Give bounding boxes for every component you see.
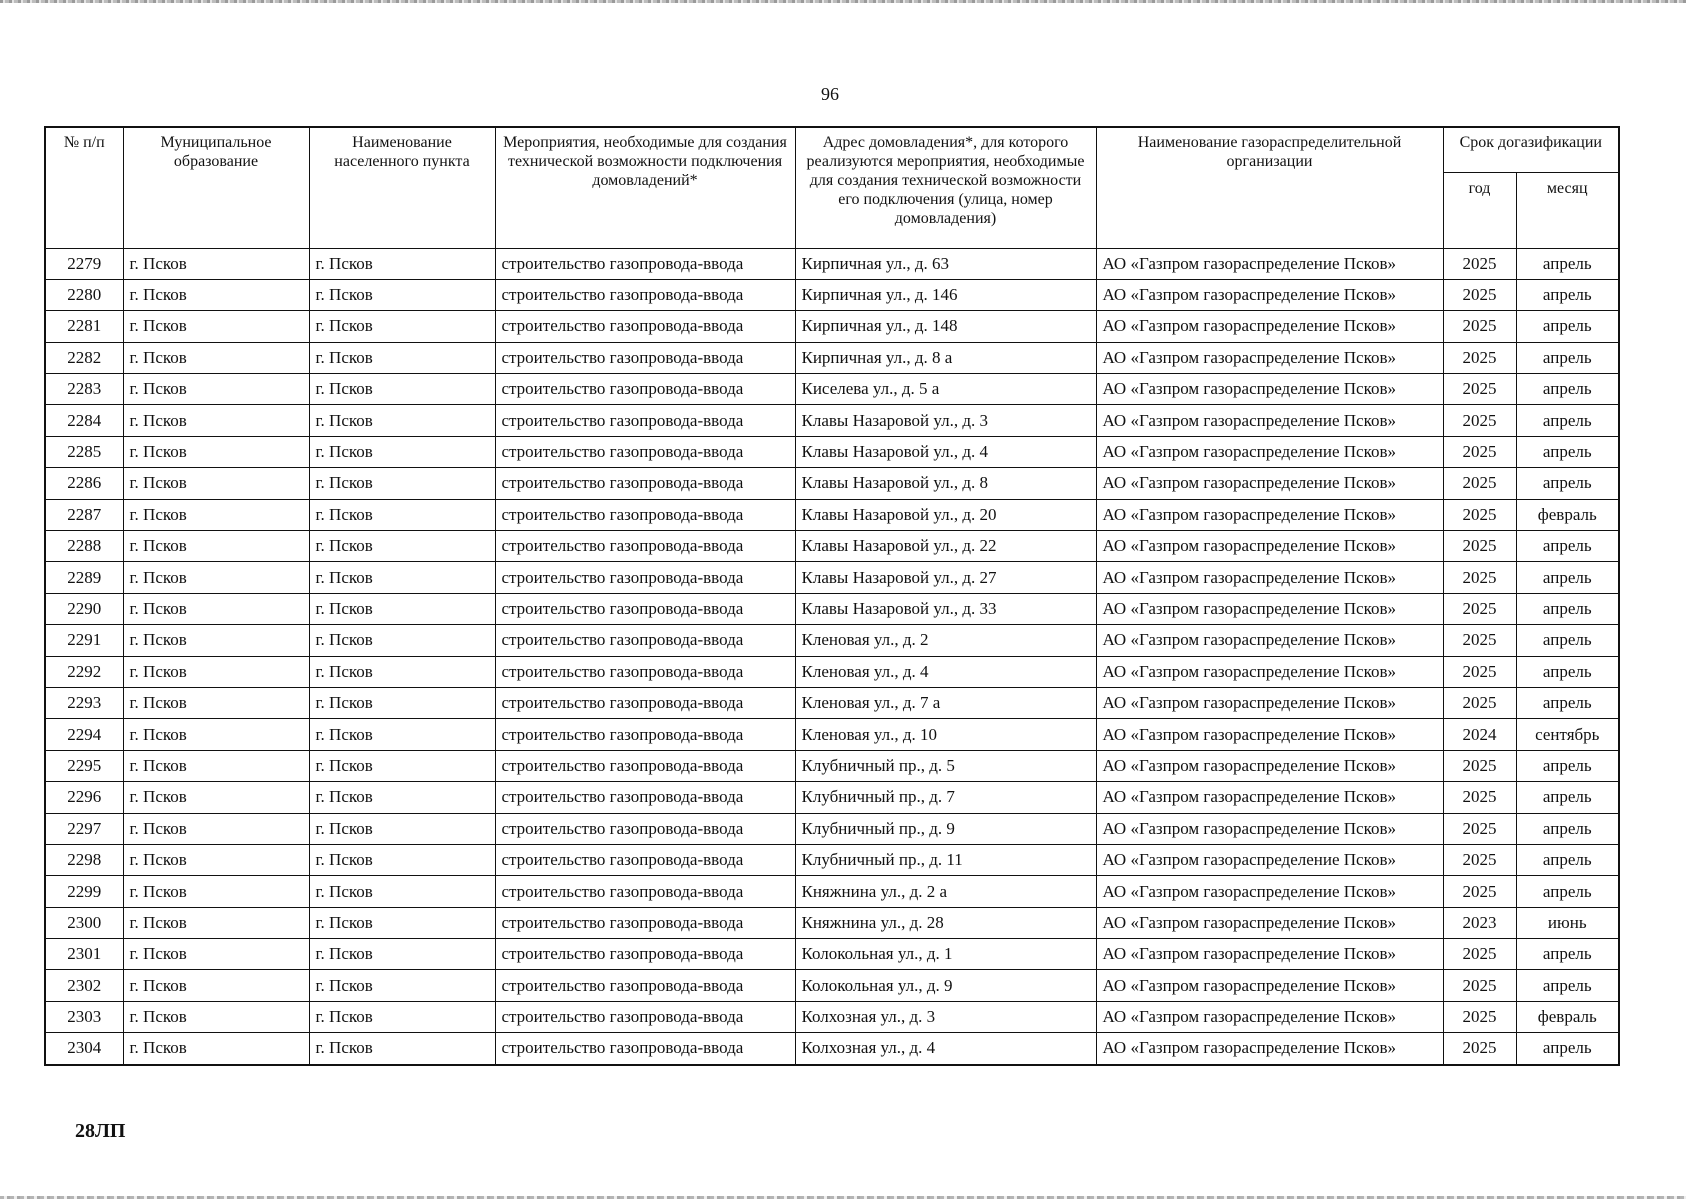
cell-organization: АО «Газпром газораспределение Псков» xyxy=(1096,750,1443,781)
cell-municipality: г. Псков xyxy=(123,311,309,342)
cell-address: Кленовая ул., д. 2 xyxy=(795,625,1096,656)
cell-num: 2279 xyxy=(45,248,123,279)
cell-num: 2297 xyxy=(45,813,123,844)
cell-year: 2025 xyxy=(1443,625,1516,656)
cell-num: 2290 xyxy=(45,593,123,624)
cell-num: 2292 xyxy=(45,656,123,687)
cell-measure: строительство газопровода-ввода xyxy=(495,311,795,342)
table-container xyxy=(44,126,1620,1066)
cell-settlement: г. Псков xyxy=(309,279,495,310)
cell-year: 2025 xyxy=(1443,311,1516,342)
cell-year: 2025 xyxy=(1443,248,1516,279)
table-body xyxy=(45,248,1619,1065)
table-row xyxy=(45,593,1619,624)
cell-address: Клубничный пр., д. 5 xyxy=(795,750,1096,781)
cell-num: 2304 xyxy=(45,1033,123,1065)
cell-measure: строительство газопровода-ввода xyxy=(495,374,795,405)
cell-year: 2023 xyxy=(1443,907,1516,938)
cell-measure: строительство газопровода-ввода xyxy=(495,656,795,687)
cell-year: 2025 xyxy=(1443,531,1516,562)
cell-num: 2280 xyxy=(45,279,123,310)
cell-year: 2025 xyxy=(1443,813,1516,844)
cell-municipality: г. Псков xyxy=(123,1033,309,1065)
cell-measure: строительство газопровода-ввода xyxy=(495,687,795,718)
footer-code: 28ЛП xyxy=(75,1120,126,1142)
cell-month: апрель xyxy=(1516,374,1619,405)
cell-month: февраль xyxy=(1516,499,1619,530)
cell-settlement: г. Псков xyxy=(309,844,495,875)
cell-settlement: г. Псков xyxy=(309,687,495,718)
table-row xyxy=(45,625,1619,656)
cell-num: 2294 xyxy=(45,719,123,750)
cell-measure: строительство газопровода-ввода xyxy=(495,468,795,499)
cell-address: Кирпичная ул., д. 8 а xyxy=(795,342,1096,373)
cell-organization: АО «Газпром газораспределение Псков» xyxy=(1096,656,1443,687)
cell-measure: строительство газопровода-ввода xyxy=(495,342,795,373)
scan-edge-bottom xyxy=(0,1196,1686,1199)
cell-year: 2025 xyxy=(1443,1033,1516,1065)
cell-num: 2282 xyxy=(45,342,123,373)
cell-month: февраль xyxy=(1516,1001,1619,1032)
table-row xyxy=(45,248,1619,279)
cell-measure: строительство газопровода-ввода xyxy=(495,436,795,467)
table-row xyxy=(45,531,1619,562)
cell-year: 2025 xyxy=(1443,687,1516,718)
cell-address: Клубничный пр., д. 7 xyxy=(795,782,1096,813)
cell-measure: строительство газопровода-ввода xyxy=(495,593,795,624)
cell-year: 2025 xyxy=(1443,468,1516,499)
cell-address: Клавы Назаровой ул., д. 3 xyxy=(795,405,1096,436)
cell-measure: строительство газопровода-ввода xyxy=(495,248,795,279)
cell-num: 2302 xyxy=(45,970,123,1001)
cell-address: Кирпичная ул., д. 146 xyxy=(795,279,1096,310)
cell-organization: АО «Газпром газораспределение Псков» xyxy=(1096,279,1443,310)
cell-municipality: г. Псков xyxy=(123,844,309,875)
table-row xyxy=(45,750,1619,781)
cell-address: Княжнина ул., д. 2 а xyxy=(795,876,1096,907)
cell-address: Клавы Назаровой ул., д. 33 xyxy=(795,593,1096,624)
cell-year: 2025 xyxy=(1443,436,1516,467)
table-row xyxy=(45,436,1619,467)
cell-address: Клавы Назаровой ул., д. 27 xyxy=(795,562,1096,593)
cell-measure: строительство газопровода-ввода xyxy=(495,813,795,844)
cell-year: 2025 xyxy=(1443,970,1516,1001)
cell-year: 2025 xyxy=(1443,342,1516,373)
cell-year: 2025 xyxy=(1443,1001,1516,1032)
table-row xyxy=(45,687,1619,718)
cell-month: апрель xyxy=(1516,750,1619,781)
table-row xyxy=(45,844,1619,875)
cell-measure: строительство газопровода-ввода xyxy=(495,405,795,436)
cell-settlement: г. Псков xyxy=(309,531,495,562)
cell-year: 2024 xyxy=(1443,719,1516,750)
cell-year: 2025 xyxy=(1443,876,1516,907)
table-row xyxy=(45,374,1619,405)
cell-municipality: г. Псков xyxy=(123,719,309,750)
cell-organization: АО «Газпром газораспределение Псков» xyxy=(1096,374,1443,405)
cell-municipality: г. Псков xyxy=(123,468,309,499)
cell-address: Княжнина ул., д. 28 xyxy=(795,907,1096,938)
cell-month: апрель xyxy=(1516,876,1619,907)
cell-settlement: г. Псков xyxy=(309,562,495,593)
cell-measure: строительство газопровода-ввода xyxy=(495,279,795,310)
cell-settlement: г. Псков xyxy=(309,719,495,750)
cell-organization: АО «Газпром газораспределение Псков» xyxy=(1096,1033,1443,1065)
cell-municipality: г. Псков xyxy=(123,939,309,970)
cell-organization: АО «Газпром газораспределение Псков» xyxy=(1096,405,1443,436)
cell-settlement: г. Псков xyxy=(309,374,495,405)
cell-organization: АО «Газпром газораспределение Псков» xyxy=(1096,782,1443,813)
cell-settlement: г. Псков xyxy=(309,876,495,907)
cell-measure: строительство газопровода-ввода xyxy=(495,499,795,530)
cell-num: 2288 xyxy=(45,531,123,562)
cell-settlement: г. Псков xyxy=(309,907,495,938)
cell-organization: АО «Газпром газораспределение Псков» xyxy=(1096,625,1443,656)
cell-municipality: г. Псков xyxy=(123,813,309,844)
cell-num: 2296 xyxy=(45,782,123,813)
cell-num: 2285 xyxy=(45,436,123,467)
cell-month: апрель xyxy=(1516,970,1619,1001)
table-row xyxy=(45,279,1619,310)
table-row xyxy=(45,719,1619,750)
cell-settlement: г. Псков xyxy=(309,468,495,499)
cell-year: 2025 xyxy=(1443,562,1516,593)
cell-organization: АО «Газпром газораспределение Псков» xyxy=(1096,531,1443,562)
scan-edge-top xyxy=(0,0,1686,3)
cell-year: 2025 xyxy=(1443,750,1516,781)
cell-municipality: г. Псков xyxy=(123,405,309,436)
cell-month: апрель xyxy=(1516,279,1619,310)
cell-municipality: г. Псков xyxy=(123,1001,309,1032)
cell-settlement: г. Псков xyxy=(309,311,495,342)
cell-organization: АО «Газпром газораспределение Псков» xyxy=(1096,436,1443,467)
cell-settlement: г. Псков xyxy=(309,248,495,279)
cell-year: 2025 xyxy=(1443,593,1516,624)
cell-measure: строительство газопровода-ввода xyxy=(495,970,795,1001)
table-row xyxy=(45,907,1619,938)
cell-settlement: г. Псков xyxy=(309,656,495,687)
page-number: 96 xyxy=(821,84,839,104)
cell-measure: строительство газопровода-ввода xyxy=(495,844,795,875)
cell-measure: строительство газопровода-ввода xyxy=(495,1001,795,1032)
cell-address: Колокольная ул., д. 1 xyxy=(795,939,1096,970)
cell-settlement: г. Псков xyxy=(309,970,495,1001)
header-municipality: Муниципальное образование xyxy=(123,127,309,248)
table-row xyxy=(45,656,1619,687)
cell-address: Клавы Назаровой ул., д. 8 xyxy=(795,468,1096,499)
cell-organization: АО «Газпром газораспределение Псков» xyxy=(1096,499,1443,530)
cell-municipality: г. Псков xyxy=(123,531,309,562)
cell-address: Кленовая ул., д. 4 xyxy=(795,656,1096,687)
cell-address: Клубничный пр., д. 9 xyxy=(795,813,1096,844)
cell-municipality: г. Псков xyxy=(123,562,309,593)
cell-num: 2284 xyxy=(45,405,123,436)
cell-measure: строительство газопровода-ввода xyxy=(495,625,795,656)
cell-municipality: г. Псков xyxy=(123,656,309,687)
table-row xyxy=(45,1033,1619,1065)
cell-municipality: г. Псков xyxy=(123,970,309,1001)
cell-municipality: г. Псков xyxy=(123,499,309,530)
cell-address: Клавы Назаровой ул., д. 22 xyxy=(795,531,1096,562)
cell-settlement: г. Псков xyxy=(309,593,495,624)
table-row xyxy=(45,342,1619,373)
cell-organization: АО «Газпром газораспределение Псков» xyxy=(1096,562,1443,593)
cell-month: апрель xyxy=(1516,656,1619,687)
header-settlement: Наименование населенного пункта xyxy=(309,127,495,248)
cell-month: апрель xyxy=(1516,531,1619,562)
cell-municipality: г. Псков xyxy=(123,593,309,624)
cell-month: апрель xyxy=(1516,436,1619,467)
cell-month: апрель xyxy=(1516,248,1619,279)
header-year: год xyxy=(1443,172,1516,248)
cell-month: апрель xyxy=(1516,939,1619,970)
header-measures: Мероприятия, необходимые для создания технической возможности подключения домовладений* xyxy=(495,127,795,248)
cell-address: Клавы Назаровой ул., д. 4 xyxy=(795,436,1096,467)
cell-year: 2025 xyxy=(1443,844,1516,875)
cell-year: 2025 xyxy=(1443,782,1516,813)
cell-municipality: г. Псков xyxy=(123,342,309,373)
cell-organization: АО «Газпром газораспределение Псков» xyxy=(1096,907,1443,938)
table-row xyxy=(45,782,1619,813)
cell-organization: АО «Газпром газораспределение Псков» xyxy=(1096,719,1443,750)
cell-organization: АО «Газпром газораспределение Псков» xyxy=(1096,593,1443,624)
cell-address: Кирпичная ул., д. 63 xyxy=(795,248,1096,279)
cell-organization: АО «Газпром газораспределение Псков» xyxy=(1096,248,1443,279)
cell-year: 2025 xyxy=(1443,499,1516,530)
cell-settlement: г. Псков xyxy=(309,1033,495,1065)
cell-month: апрель xyxy=(1516,687,1619,718)
cell-num: 2300 xyxy=(45,907,123,938)
cell-measure: строительство газопровода-ввода xyxy=(495,939,795,970)
cell-num: 2293 xyxy=(45,687,123,718)
header-organization: Наименование газораспределительной организации xyxy=(1096,127,1443,248)
cell-month: апрель xyxy=(1516,311,1619,342)
cell-address: Колхозная ул., д. 3 xyxy=(795,1001,1096,1032)
cell-organization: АО «Газпром газораспределение Псков» xyxy=(1096,970,1443,1001)
cell-month: июнь xyxy=(1516,907,1619,938)
cell-num: 2287 xyxy=(45,499,123,530)
cell-num: 2289 xyxy=(45,562,123,593)
cell-measure: строительство газопровода-ввода xyxy=(495,719,795,750)
cell-municipality: г. Псков xyxy=(123,625,309,656)
cell-municipality: г. Псков xyxy=(123,374,309,405)
cell-organization: АО «Газпром газораспределение Псков» xyxy=(1096,342,1443,373)
cell-municipality: г. Псков xyxy=(123,907,309,938)
cell-month: апрель xyxy=(1516,1033,1619,1065)
cell-month: апрель xyxy=(1516,468,1619,499)
cell-month: апрель xyxy=(1516,782,1619,813)
cell-address: Кленовая ул., д. 10 xyxy=(795,719,1096,750)
header-month: месяц xyxy=(1516,172,1619,248)
cell-num: 2303 xyxy=(45,1001,123,1032)
cell-num: 2286 xyxy=(45,468,123,499)
cell-organization: АО «Газпром газораспределение Псков» xyxy=(1096,687,1443,718)
cell-month: сентябрь xyxy=(1516,719,1619,750)
cell-address: Кирпичная ул., д. 148 xyxy=(795,311,1096,342)
cell-num: 2291 xyxy=(45,625,123,656)
cell-measure: строительство газопровода-ввода xyxy=(495,531,795,562)
cell-measure: строительство газопровода-ввода xyxy=(495,1033,795,1065)
cell-year: 2025 xyxy=(1443,405,1516,436)
cell-num: 2295 xyxy=(45,750,123,781)
cell-measure: строительство газопровода-ввода xyxy=(495,907,795,938)
cell-num: 2301 xyxy=(45,939,123,970)
cell-settlement: г. Псков xyxy=(309,499,495,530)
cell-settlement: г. Псков xyxy=(309,813,495,844)
cell-settlement: г. Псков xyxy=(309,342,495,373)
cell-organization: АО «Газпром газораспределение Псков» xyxy=(1096,1001,1443,1032)
cell-year: 2025 xyxy=(1443,939,1516,970)
cell-organization: АО «Газпром газораспределение Псков» xyxy=(1096,939,1443,970)
table-header xyxy=(45,127,1619,248)
cell-municipality: г. Псков xyxy=(123,750,309,781)
cell-num: 2298 xyxy=(45,844,123,875)
cell-address: Колхозная ул., д. 4 xyxy=(795,1033,1096,1065)
cell-organization: АО «Газпром газораспределение Псков» xyxy=(1096,813,1443,844)
cell-month: апрель xyxy=(1516,405,1619,436)
cell-organization: АО «Газпром газораспределение Псков» xyxy=(1096,876,1443,907)
cell-organization: АО «Газпром газораспределение Псков» xyxy=(1096,468,1443,499)
cell-municipality: г. Псков xyxy=(123,248,309,279)
cell-measure: строительство газопровода-ввода xyxy=(495,876,795,907)
cell-settlement: г. Псков xyxy=(309,625,495,656)
cell-settlement: г. Псков xyxy=(309,405,495,436)
cell-month: апрель xyxy=(1516,813,1619,844)
table-row xyxy=(45,562,1619,593)
cell-municipality: г. Псков xyxy=(123,876,309,907)
cell-month: апрель xyxy=(1516,625,1619,656)
cell-municipality: г. Псков xyxy=(123,279,309,310)
table-row xyxy=(45,405,1619,436)
cell-address: Киселева ул., д. 5 а xyxy=(795,374,1096,405)
cell-municipality: г. Псков xyxy=(123,687,309,718)
cell-measure: строительство газопровода-ввода xyxy=(495,782,795,813)
table-row xyxy=(45,939,1619,970)
cell-address: Клавы Назаровой ул., д. 20 xyxy=(795,499,1096,530)
cell-address: Клубничный пр., д. 11 xyxy=(795,844,1096,875)
cell-organization: АО «Газпром газораспределение Псков» xyxy=(1096,844,1443,875)
table-row xyxy=(45,499,1619,530)
cell-year: 2025 xyxy=(1443,279,1516,310)
cell-month: апрель xyxy=(1516,844,1619,875)
header-deadline: Срок догазификации xyxy=(1443,127,1619,172)
cell-measure: строительство газопровода-ввода xyxy=(495,562,795,593)
cell-settlement: г. Псков xyxy=(309,782,495,813)
cell-num: 2281 xyxy=(45,311,123,342)
cell-settlement: г. Псков xyxy=(309,1001,495,1032)
table-row xyxy=(45,813,1619,844)
table-row xyxy=(45,876,1619,907)
cell-year: 2025 xyxy=(1443,374,1516,405)
cell-month: апрель xyxy=(1516,342,1619,373)
cell-month: апрель xyxy=(1516,593,1619,624)
table-row xyxy=(45,1001,1619,1032)
cell-num: 2299 xyxy=(45,876,123,907)
header-num: № п/п xyxy=(45,127,123,248)
cell-measure: строительство газопровода-ввода xyxy=(495,750,795,781)
cell-municipality: г. Псков xyxy=(123,436,309,467)
cell-settlement: г. Псков xyxy=(309,939,495,970)
cell-address: Кленовая ул., д. 7 а xyxy=(795,687,1096,718)
cell-settlement: г. Псков xyxy=(309,750,495,781)
cell-settlement: г. Псков xyxy=(309,436,495,467)
cell-organization: АО «Газпром газораспределение Псков» xyxy=(1096,311,1443,342)
header-address: Адрес домовладения*, для которого реализуются мероприятия, необходимые для создания технической возможности его подключения (улица, номер домовладения) xyxy=(795,127,1096,248)
table-row xyxy=(45,468,1619,499)
cell-municipality: г. Псков xyxy=(123,782,309,813)
table-row xyxy=(45,311,1619,342)
table-row xyxy=(45,970,1619,1001)
cell-num: 2283 xyxy=(45,374,123,405)
cell-year: 2025 xyxy=(1443,656,1516,687)
cell-month: апрель xyxy=(1516,562,1619,593)
cell-address: Колокольная ул., д. 9 xyxy=(795,970,1096,1001)
gasification-table xyxy=(44,126,1620,1066)
